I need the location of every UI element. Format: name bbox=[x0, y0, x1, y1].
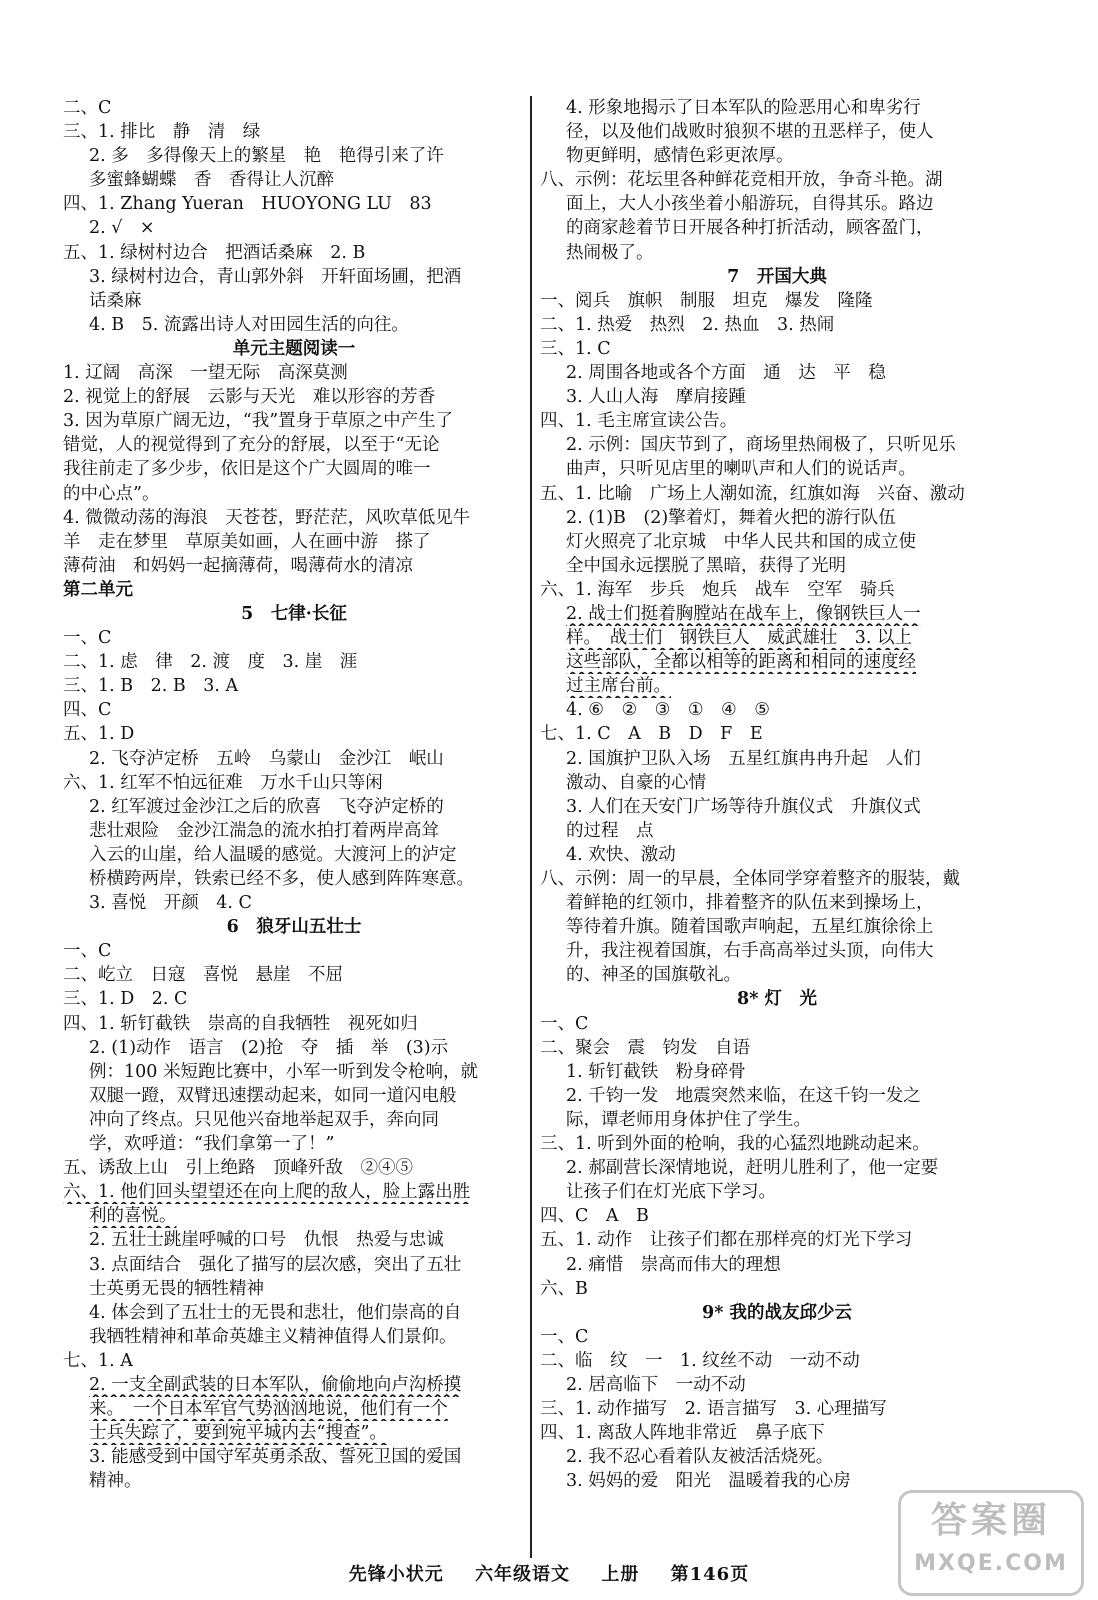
answer-line: 多蜜蜂蝴蝶 香 香得让人沉醉 bbox=[89, 170, 334, 191]
answer-line: 三、1. C bbox=[540, 338, 611, 359]
answer-line bbox=[540, 602, 1014, 626]
answer-line: 全中国永远摆脱了黑暗，获得了光明 bbox=[566, 555, 846, 576]
answer-line: 的过程 点 bbox=[566, 820, 654, 841]
answer-line: 2. 红军渡过金沙江之后的欣喜 飞夺泸定桥的 bbox=[89, 796, 444, 817]
answer-line: 等待着升旗。随着国歌声响起，五星红旗徐徐上 bbox=[566, 917, 934, 938]
answer-line: 2. 郝副营长深情地说，赶明儿胜利了，他一定要 bbox=[566, 1158, 939, 1179]
answer-line: 曲声，只听见店里的喇叭声和人们的说话声。 bbox=[566, 459, 916, 480]
answer-line: 四、1. 斩钉截铁 崇高的自我牺牲 视死如归 bbox=[63, 1013, 418, 1034]
answer-line: 一、C bbox=[63, 941, 112, 962]
section-heading: 单元主题阅读一 bbox=[232, 338, 356, 359]
answer-line: 着鲜艳的红领巾，排着整齐的队伍来到操场上， bbox=[566, 893, 934, 914]
answer-line: 2. 飞夺泸定桥 五岭 乌蒙山 金沙江 岷山 bbox=[89, 748, 444, 769]
answer-line: 3. 因为草原广阔无边，“我”置身于草原之中产生了 bbox=[63, 411, 454, 432]
underlined-text: 士兵失踪了，要到宛平城内去“搜查”。 bbox=[89, 1423, 387, 1444]
answer-line: 悲壮艰险 金沙江湍急的流水拍打着两岸高耸 bbox=[89, 820, 439, 841]
answer-line: 五、诱敌上山 引上绝路 顶峰歼敌 ②④⑤ bbox=[63, 1158, 413, 1179]
answer-line: 3. 喜悦 开颜 4. C bbox=[89, 893, 252, 914]
answer-line: 三、1. 听到外面的枪响，我的心猛烈地跳动起来。 bbox=[540, 1134, 930, 1155]
answer-line: 八、示例：花坛里各种鲜花竞相开放，争奇斗艳。湖 bbox=[540, 170, 943, 191]
answer-line: 4. 形象地揭示了日本军队的险恶用心和卑劣行 bbox=[566, 98, 921, 118]
answer-line: 七、1. C A B D F E bbox=[540, 724, 763, 745]
answer-line: 四、1. 离敌人阵地非常近 鼻子底下 bbox=[540, 1423, 825, 1444]
answer-line: 3. 人们在天安门广场等待升旗仪式 升旗仪式 bbox=[566, 796, 921, 817]
section-heading: 8* 灯 光 bbox=[737, 989, 817, 1010]
answer-line: 4. 体会到了五壮士的无畏和悲壮，他们崇高的自 bbox=[89, 1302, 462, 1323]
underlined-text: 过主席台前。 bbox=[566, 676, 671, 697]
answer-line: 三、1. B 2. B 3. A bbox=[63, 676, 239, 697]
answer-line: 学，欢呼道：“我们拿第一了！” bbox=[89, 1134, 335, 1155]
answer-line: 五、1. 动作 让孩子们都在那样亮的灯光下学习 bbox=[540, 1230, 913, 1251]
answer-line: 例：100 米短跑比赛中，小军一听到发令枪响，就 bbox=[89, 1061, 478, 1082]
answer-line: 精神。 bbox=[89, 1471, 142, 1492]
answer-line bbox=[63, 1204, 525, 1228]
answer-line: 2. 痛惜 崇高而伟大的理想 bbox=[566, 1254, 781, 1275]
answer-line: 2. 视觉上的舒展 云影与天光 难以形容的芳香 bbox=[63, 387, 436, 408]
answer-line: 四、1. Zhang Yueran HUOYONG LU 83 bbox=[63, 194, 432, 215]
answer-line: 2. 我不忍心看着队友被活活烧死。 bbox=[566, 1447, 834, 1468]
watermark-line1: 答案圈 bbox=[930, 1500, 1051, 1541]
answer-line: 一、阅兵 旗帜 制服 坦克 爆发 隆隆 bbox=[540, 290, 873, 311]
answer-line: 四、C A B bbox=[540, 1206, 649, 1227]
answer-line bbox=[63, 1397, 525, 1421]
answer-line: 二、聚会 震 钧发 自语 bbox=[540, 1037, 750, 1058]
answer-line: 入云的山崖，给人温暖的感觉。大渡河上的泸定 bbox=[89, 844, 457, 865]
underlined-text: 样。 战士们 钢铁巨人 威武雄壮 3. 以上 bbox=[566, 628, 913, 649]
watermark-logo bbox=[898, 1490, 1084, 1596]
footer-page: 第146页 bbox=[670, 1564, 750, 1585]
answer-line: 二、1. 虑 律 2. 渡 度 3. 崖 涯 bbox=[63, 652, 358, 673]
answer-line: 六、1. 海军 步兵 炮兵 战车 空军 骑兵 bbox=[540, 579, 895, 600]
column-divider bbox=[530, 96, 532, 1558]
answer-line: 双腿一蹬，双臂迅速摆动起来，如同一道闪电般 bbox=[89, 1085, 457, 1106]
answer-line: 3. 妈妈的爱 阳光 温暖着我的心房 bbox=[566, 1471, 851, 1492]
answer-line: 一、C bbox=[63, 628, 112, 649]
answer-line: 4. ⑥ ② ③ ① ④ ⑤ bbox=[566, 700, 770, 721]
answer-line: 的商家趁着节日开展各种打折活动，顾客盈门， bbox=[566, 218, 934, 239]
answer-line: 四、1. 毛主席宣读公告。 bbox=[540, 411, 738, 432]
answer-line: 我牺牲精神和革命英雄主义精神值得人们景仰。 bbox=[89, 1326, 457, 1347]
answer-line: 径，以及他们战败时狼狈不堪的丑恶样子，使人 bbox=[566, 122, 934, 143]
section-heading: 9* 我的战友邱少云 bbox=[702, 1302, 852, 1323]
answer-line: 三、1. D 2. C bbox=[63, 989, 188, 1010]
section-heading: 5 七律·长征 bbox=[241, 603, 347, 624]
answer-line: 桥横跨两岸，铁索已经不多，使人感到阵阵寒意。 bbox=[89, 869, 474, 889]
answer-line: 薄荷油 和妈妈一起摘薄荷，喝薄荷水的清凉 bbox=[63, 555, 413, 576]
answer-line: 错觉，人的视觉得到了充分的舒展，以至于“无论 bbox=[63, 435, 440, 456]
answer-line: 2. 国旗护卫队入场 五星红旗冉冉升起 人们 bbox=[566, 748, 921, 769]
answer-line: 4. 欢快、激动 bbox=[566, 844, 676, 865]
underlined-text: 来。 一个日本军官气势汹汹地说，他们有一个 bbox=[89, 1399, 448, 1420]
answer-line: 物更鲜明，感情色彩更浓厚。 bbox=[566, 146, 794, 167]
answer-line: 2. 五壮士跳崖呼喊的口号 仇恨 热爱与忠诚 bbox=[89, 1230, 444, 1251]
answer-line: 士英勇无畏的牺牲精神 bbox=[89, 1278, 264, 1299]
answer-line: 2. 多 多得像天上的繁星 艳 艳得引来了许 bbox=[89, 146, 444, 167]
underlined-text: 这些部队，全都以相等的距离和相同的速度经 bbox=[566, 652, 916, 673]
section-heading: 第二单元 bbox=[63, 579, 133, 600]
answer-line: 2. (1)B (2)擎着灯，舞着火把的游行队伍 bbox=[566, 507, 896, 528]
answer-line: 话桑麻 bbox=[89, 290, 142, 311]
underlined-text: 利的喜悦。 bbox=[89, 1206, 177, 1227]
answer-line: 冲向了终点。只见他兴奋地举起双手，奔向同 bbox=[89, 1109, 439, 1130]
answer-line bbox=[63, 1421, 525, 1445]
answer-line: 我往前走了多少步，依旧是这个广大圆周的唯一 bbox=[63, 459, 431, 480]
answer-line: 升，我注视着国旗，右手高高举过头顶，向伟大 bbox=[566, 941, 934, 962]
answer-line bbox=[540, 674, 1014, 698]
answer-line: 3. 点面结合 强化了描写的层次感，突出了五壮 bbox=[89, 1254, 462, 1275]
section-heading: 6 狼牙山五壮士 bbox=[226, 917, 362, 938]
answer-line: 一、C bbox=[540, 1326, 589, 1347]
footer-volume: 上册 bbox=[601, 1564, 640, 1585]
answer-line: 五、1. D bbox=[63, 724, 135, 745]
answer-line: 2. √ × bbox=[89, 218, 155, 239]
answer-line: 际，谭老师用身体护住了学生。 bbox=[566, 1109, 811, 1130]
answer-line: 三、1. 排比 静 清 绿 bbox=[63, 122, 261, 143]
underlined-text: 2. 战士们挺着胸膛站在战车上，像钢铁巨人一 bbox=[566, 603, 921, 624]
answer-line: 3. 人山人海 摩肩接踵 bbox=[566, 387, 746, 408]
answer-line: 热闹极了。 bbox=[566, 242, 654, 263]
answer-line: 灯火照亮了北京城 中华人民共和国的成立使 bbox=[566, 531, 916, 552]
answer-line: 二、临 纹 一 1. 纹丝不动 一动不动 bbox=[540, 1350, 860, 1371]
footer-subject: 六年级语文 bbox=[475, 1564, 571, 1585]
answer-line: 的中心点”。 bbox=[63, 483, 160, 504]
answer-line: 4. 微微动荡的海浪 天苍苍，野茫茫，风吹草低见牛 bbox=[63, 507, 471, 528]
answer-line: 让孩子们在灯光底下学习。 bbox=[566, 1182, 776, 1203]
footer-book: 先锋小状元 bbox=[348, 1564, 444, 1585]
answer-line: 2. 居高临下 一动不动 bbox=[566, 1374, 746, 1395]
answer-line: 四、C bbox=[63, 700, 112, 721]
answer-line: 六、1. 红军不怕远征难 万水千山只等闲 bbox=[63, 772, 383, 793]
answer-line bbox=[63, 1373, 525, 1397]
answer-line: 2. (1)动作 语言 (2)抢 夺 插 举 (3)示 bbox=[89, 1037, 449, 1058]
answer-line: 二、C bbox=[63, 98, 112, 118]
answer-line: 二、1. 热爱 热烈 2. 热血 3. 热闹 bbox=[540, 314, 835, 335]
underlined-text: 六、1. 他们回头望望还在向上爬的敌人，脸上露出胜 bbox=[63, 1182, 471, 1203]
answer-line: 2. 千钧一发 地震突然来临，在这千钧一发之 bbox=[566, 1085, 921, 1106]
watermark-line2: MXQE.COM bbox=[914, 1551, 1068, 1576]
underlined-text: 2. 一支全副武装的日本军队，偷偷地向卢沟桥摸 bbox=[89, 1374, 462, 1395]
left-column bbox=[63, 96, 525, 1493]
section-heading: 7 开国大典 bbox=[727, 266, 827, 287]
answer-line bbox=[540, 650, 1014, 674]
answer-line: 三、1. 动作描写 2. 语言描写 3. 心理描写 bbox=[540, 1399, 887, 1420]
answer-line: 1. 辽阔 高深 一望无际 高深莫测 bbox=[63, 363, 348, 384]
right-column bbox=[540, 96, 1014, 1493]
answer-line: 一、C bbox=[540, 1013, 589, 1034]
answer-line: 面上，大人小孩坐着小船游玩，自得其乐。路边 bbox=[566, 194, 934, 215]
answer-line: 3. 绿树村边合，青山郭外斜 开轩面场圃，把酒 bbox=[89, 266, 462, 287]
answer-line: 激动、自豪的心情 bbox=[566, 772, 706, 793]
answer-line: 3. 能感受到中国守军英勇杀敌、誓死卫国的爱国 bbox=[89, 1447, 462, 1468]
answer-line bbox=[63, 1180, 525, 1204]
answer-line bbox=[540, 626, 1014, 650]
answer-line: 1. 斩钉截铁 粉身碎骨 bbox=[566, 1061, 746, 1082]
answer-line: 羊 走在梦里 草原美如画，人在画中游 搽了 bbox=[63, 531, 431, 552]
answer-line: 五、1. 绿树村边合 把酒话桑麻 2. B bbox=[63, 242, 366, 263]
answer-line: 4. B 5. 流露出诗人对田园生活的向往。 bbox=[89, 314, 409, 335]
answer-line: 的、神圣的国旗敬礼。 bbox=[566, 965, 741, 986]
answer-line: 二、屹立 日寇 喜悦 悬崖 不屈 bbox=[63, 965, 343, 986]
answer-line: 八、示例：周一的早晨，全体同学穿着整齐的服装，戴 bbox=[540, 869, 960, 889]
answer-line: 五、1. 比喻 广场上人潮如流，红旗如海 兴奋、激动 bbox=[540, 483, 965, 504]
answer-line: 2. 周围各地或各个方面 通 达 平 稳 bbox=[566, 363, 886, 384]
answer-line: 2. 示例：国庆节到了，商场里热闹极了，只听见乐 bbox=[566, 435, 956, 456]
answer-line: 七、1. A bbox=[63, 1350, 133, 1371]
answer-line: 六、B bbox=[540, 1278, 588, 1299]
